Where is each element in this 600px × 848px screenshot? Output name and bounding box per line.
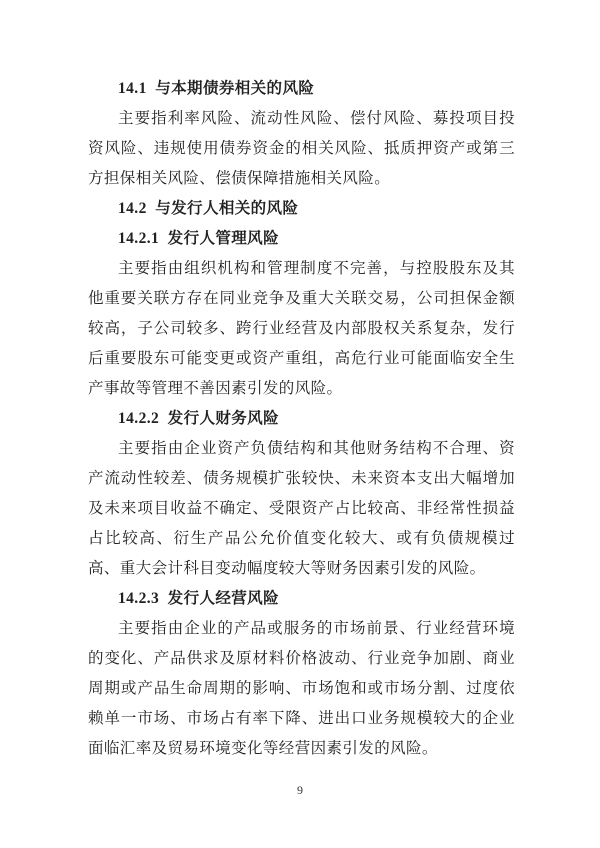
section-number-14-2-2: 14.2.2 — [118, 410, 160, 427]
paragraph-operating-risk: 主要指由企业的产品或服务的市场前景、行业经营环境的变化、产品供求及原材料价格波动、行业竞争加剧、商业周期或产品生命周期的影响、市场饱和或市场分割、过度依赖单一市场、市场占有率下降、进出口业务规模较大的企业面临汇率及贸易环境变化等经营因素引发的风险。 — [88, 620, 515, 757]
section-number-14-2-1: 14.2.1 — [118, 230, 160, 247]
section-number-14-1: 14.1 — [118, 80, 147, 97]
section-heading-14-2-1 — [88, 224, 515, 254]
section-number-14-2-3: 14.2.3 — [118, 590, 160, 607]
section-title-14-2-2: 发行人财务风险 — [167, 410, 279, 427]
section-title-14-1: 与本期债券相关的风险 — [155, 80, 315, 97]
section-heading-14-2-3 — [88, 584, 515, 614]
section-title-14-2-1: 发行人管理风险 — [167, 230, 279, 247]
section-number-14-2: 14.2 — [118, 200, 147, 217]
section-heading-14-2 — [88, 194, 515, 224]
paragraph-financial-risk: 主要指由企业资产负债结构和其他财务结构不合理、资产流动性较差、债务规模扩张较快、未来资本支出大幅增加及未来项目收益不确定、受限资产占比较高、非经常性损益占比较高、衍生产品公允价值变化较大、或有负债规模过高、重大会计科目变动幅度较大等财务因素引发的风险。 — [88, 440, 515, 577]
document-body — [88, 74, 515, 764]
paragraph-bond-risks: 主要指利率风险、流动性风险、偿付风险、募投项目投资风险、违规使用债券资金的相关风险、抵质押资产或第三方担保相关风险、偿债保障措施相关风险。 — [88, 110, 515, 187]
section-heading-14-2-2 — [88, 404, 515, 434]
page-number: 9 — [297, 783, 303, 797]
section-heading-14-1 — [88, 74, 515, 104]
paragraph-management-risk: 主要指由组织机构和管理制度不完善，与控股股东及其他重要关联方存在同业竞争及重大关联交易，公司担保金额较高，子公司较多、跨行业经营及内部股权关系复杂，发行后重要股东可能变更或资产重组，高危行业可能面临安全生产事故等管理不善因素引发的风险。 — [88, 260, 515, 397]
section-title-14-2-3: 发行人经营风险 — [167, 590, 279, 607]
section-title-14-2: 与发行人相关的风险 — [155, 200, 299, 217]
